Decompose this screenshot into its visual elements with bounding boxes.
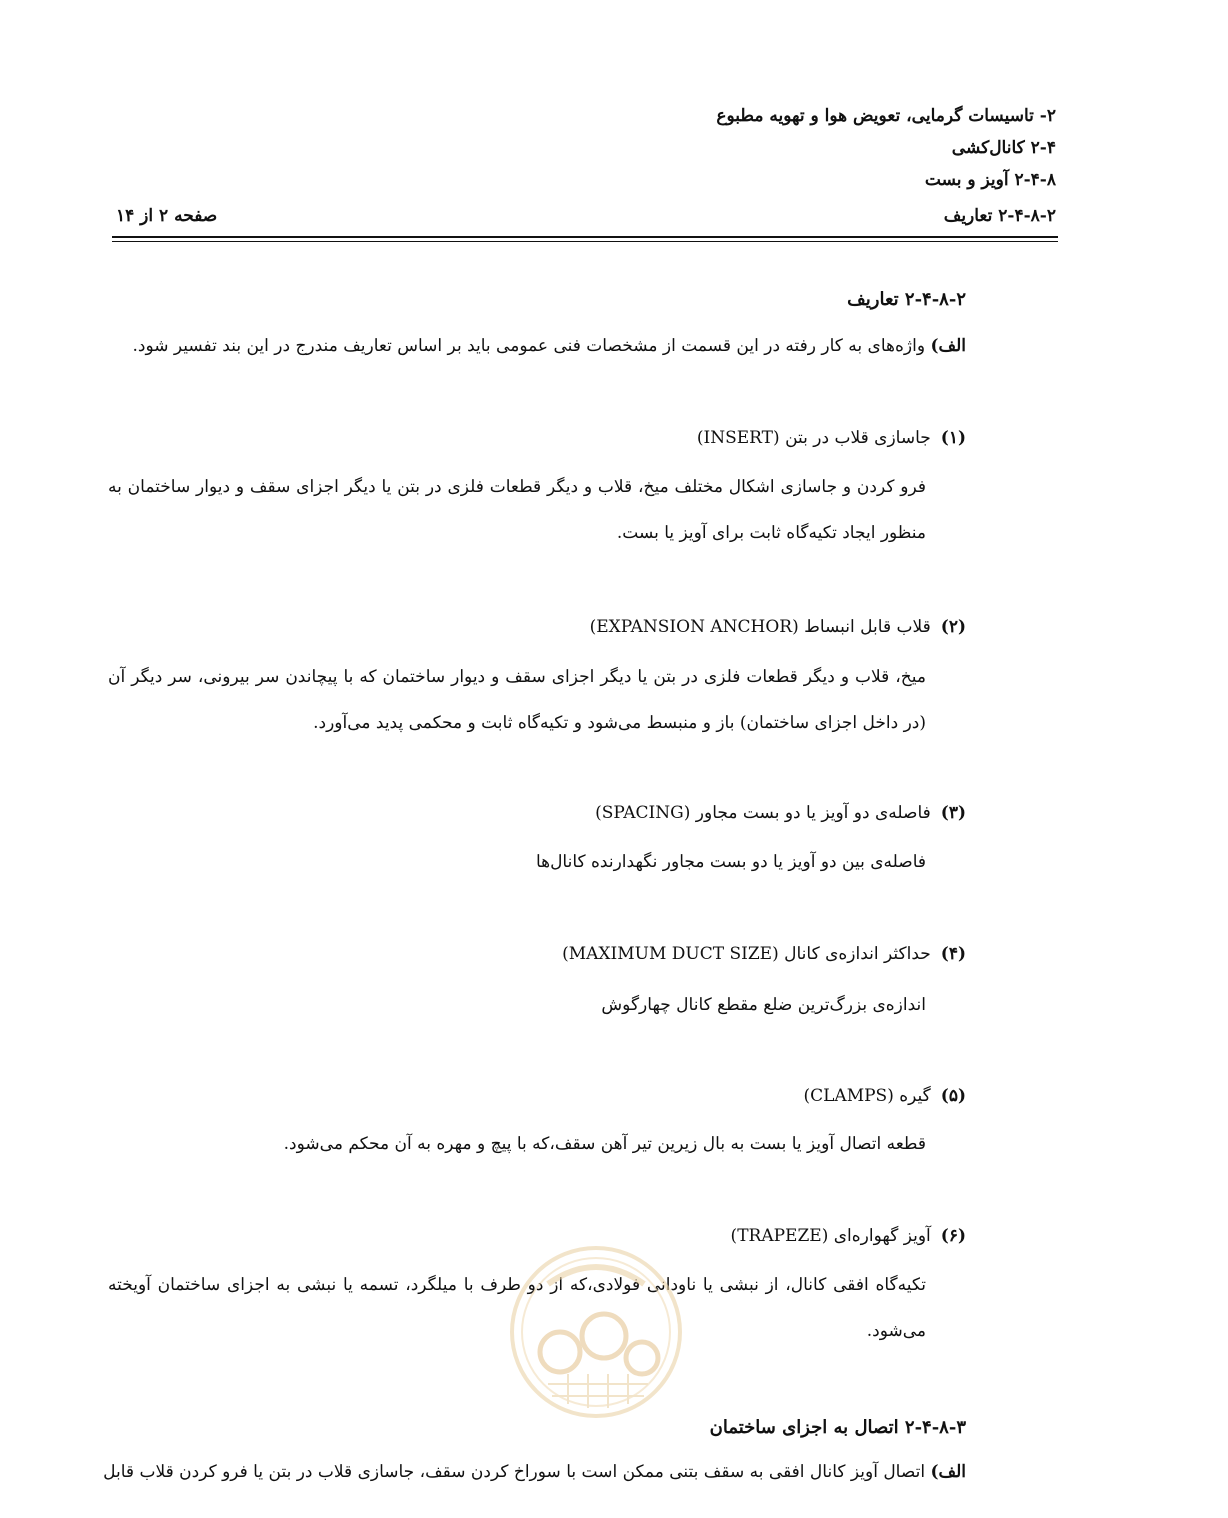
header-section: ۲-۴-۸ آویز و بست	[924, 170, 1056, 190]
definition-5-body: قطعه اتصال آویز یا بست به بال زیرین تیر آهن سقف،که با پیچ و مهره به آن محکم می‌شود.	[283, 1134, 926, 1154]
definition-2-body: میخ، قلاب و دیگر قطعات فلزی در بتن یا دیگر اجزای سقف و دیوار ساختمان که با پیچاندن سر بیرونی، سر دیگر آن (در داخل اجزای ساختمان) باز و منبسط می‌شود و تکیه‌گاه ثابت و محکمی پدید می‌آورد.	[108, 667, 926, 733]
definition-5-heading	[804, 1086, 967, 1106]
section-2-text: اتصال آویز کانال افقی به سقف بتنی ممکن است با سوراخ کردن سقف، جاسازی قلاب در بتن یا فرو کردن قلاب قابل	[103, 1462, 926, 1482]
header-divider	[112, 236, 1058, 238]
definition-title: گیره (CLAMPS)	[803, 1086, 931, 1106]
definition-1-body: فرو کردن و جاسازی اشکال مختلف میخ، قلاب و دیگر قطعات فلزی در بتن یا دیگر اجزای سقف و دیوار ساختمان به منظور ایجاد تکیه‌گاه ثابت برای آویز یا بست.	[108, 477, 926, 543]
definition-title: جاسازی قلاب در بتن (INSERT)	[696, 428, 931, 448]
definition-1-heading	[697, 428, 966, 448]
section-2-label: الف)	[930, 1462, 966, 1482]
definition-number: (۵)	[940, 1086, 966, 1106]
definition-6-body: تکیه‌گاه افقی کانال، از نبشی یا ناودانی فولادی،که از دو طرف با میلگرد، تسمه یا نبشی به اجزای ساختمان آویخته می‌شود.	[108, 1275, 926, 1341]
definition-4-heading	[562, 944, 966, 964]
definition-number: (۶)	[940, 1226, 966, 1246]
definition-4-body: اندازه‌ی بزرگ‌ترین ضلع مقطع کانال چهارگوش	[601, 995, 926, 1015]
definition-number: (۱)	[940, 428, 966, 448]
page-number: صفحه ۲ از ۱۴	[116, 206, 218, 226]
section-title: ۲-۴-۸-۲ تعاریف	[847, 289, 966, 310]
header-subchapter: ۲-۴ کانال‌کشی	[951, 138, 1056, 158]
definition-number: (۴)	[940, 944, 966, 964]
definition-title: قلاب قابل انبساط (EXPANSION ANCHOR)	[589, 617, 931, 637]
intro-text: واژه‌های به کار رفته در این قسمت از مشخصات فنی عمومی باید بر اساس تعاریف مندرج در این بند تفسیر شود.	[132, 336, 926, 356]
definition-title: حداکثر اندازه‌ی کانال (MAXIMUM DUCT SIZE)	[562, 944, 931, 964]
header-divider-thin	[112, 241, 1058, 242]
header-chapter: ۲- تاسیسات گرمایی، تعویض هوا و تهویه مطبوع	[716, 106, 1056, 126]
definition-3-body: فاصله‌ی بین دو آویز یا دو بست مجاور نگهدارنده کانال‌ها	[535, 852, 926, 872]
definition-3-heading	[595, 803, 966, 823]
seal-watermark-icon	[508, 1244, 684, 1420]
section-2-title: ۲-۴-۸-۳ اتصال به اجزای ساختمان	[709, 1417, 966, 1438]
intro-paragraph	[132, 336, 966, 356]
header-subsection: ۲-۴-۸-۲ تعاریف	[943, 206, 1056, 226]
definition-6-heading	[731, 1226, 966, 1246]
intro-label: الف)	[930, 336, 966, 356]
definition-2-heading	[590, 617, 966, 637]
definition-title: فاصله‌ی دو آویز یا دو بست مجاور (SPACING)	[595, 803, 931, 823]
section-2-paragraph	[103, 1462, 966, 1482]
definition-number: (۳)	[940, 803, 966, 823]
definition-title: آویز گهواره‌ای (TRAPEZE)	[730, 1226, 931, 1246]
definition-number: (۲)	[940, 617, 966, 637]
